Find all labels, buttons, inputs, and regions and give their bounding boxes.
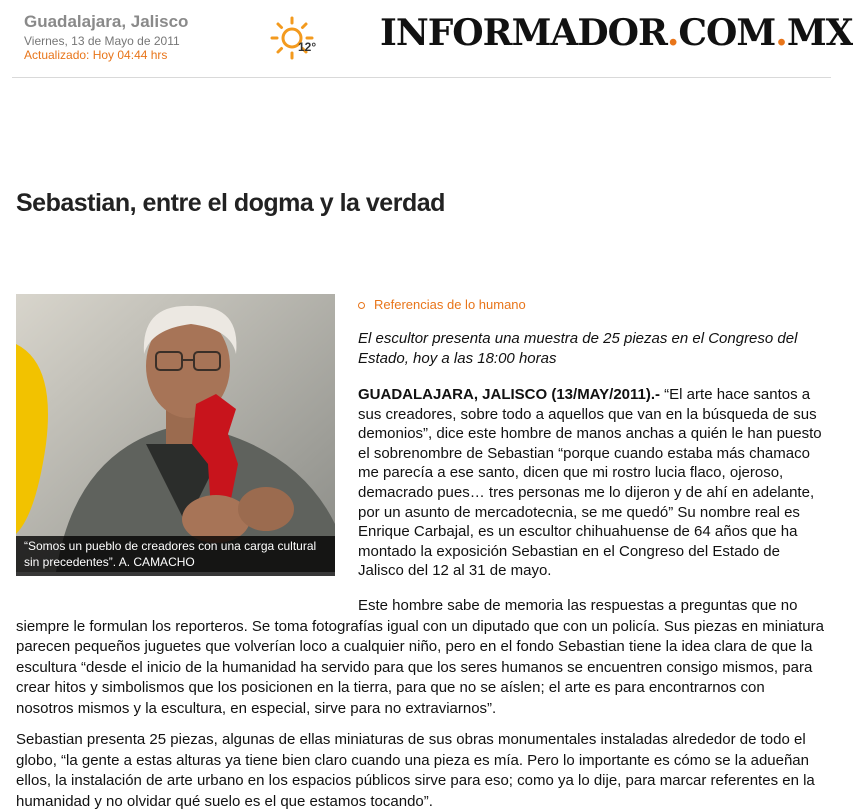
article-summary: El escultor presenta una muestra de 25 piezas en el Congreso del Estado, hoy a las 18:00 horas bbox=[358, 330, 798, 367]
city-name: Guadalajara, Jalisco bbox=[24, 12, 189, 31]
article-paragraph-2: Este hombre sabe de memoria las respuestas a preguntas que no siempre le formulan los reporteros. Se toma fotografías igual con un diputado que con un policía. Sus piezas en miniatura parecen pequeños juguetes que volverían loco a cualquier niño, pero en el fondo Sebastian tiene la idea clara de que la escultura “desde el inicio de la humanidad ha servido para que los seres humanos se encuentren consigo mismos, para crear hitos y simbolismos que los posicionen en la tierra, para que no se aíslen; el arte es para encontrarnos con nosotros mismos y la escultura, en especial, sirve para no extraviarnos”. bbox=[16, 597, 824, 717]
header-divider bbox=[12, 77, 831, 78]
paragraph-1-body: “El arte hace santos a sus creadores, sobre todo a aquellos que van en la búsqueda de sus demonios”, dice este hombre de manos anchas a quién le han puesto el sobrenombre de Sebastian “porque cuando estaba más chamaco me parecía a ese santo, dicen que mi rostro lucia flaco, ojeroso, demacrado pues… tres personas me lo dijeron y de ahí en adelante, por un asunto de mercadotecnia, se me quedó” Su nombre real es Enrique Carbajal, es un escultor chihuahuense de 64 años que ha montado la exposición Sebastian en el Congreso del Estado de Jalisco del 12 al 31 de mayo. bbox=[358, 386, 822, 580]
related-link[interactable] bbox=[358, 297, 526, 312]
related-link-label[interactable]: Referencias de lo humano bbox=[374, 297, 526, 312]
bullet-icon bbox=[358, 302, 365, 309]
logo-text-mx: MX bbox=[786, 12, 853, 54]
logo-text-com: COM bbox=[678, 12, 776, 54]
site-logo[interactable] bbox=[380, 12, 853, 54]
weather-widget[interactable] bbox=[266, 14, 326, 60]
photo-caption: “Somos un pueblo de creadores con una carga cultural sin precedentes”. A. CAMACHO bbox=[16, 536, 335, 576]
dateline: GUADALAJARA, JALISCO (13/MAY/2011).- bbox=[358, 386, 661, 403]
logo-text-main: INFORMADOR bbox=[380, 12, 667, 54]
article-paragraph-1 bbox=[358, 385, 828, 581]
logo-dot: . bbox=[666, 12, 679, 54]
article-headline: Sebastian, entre el dogma y la verdad bbox=[16, 189, 445, 217]
updated-time: Actualizado: Hoy 04:44 hrs bbox=[24, 48, 168, 62]
logo-dot: . bbox=[775, 12, 787, 54]
article-paragraph-3: Sebastian presenta 25 piezas, algunas de ellas miniaturas de sus obras monumentales instaladas alrededor de todo el globo, “la gente a estas alturas ya tiene bien claro cuando una pieza es mía. Pero lo importante es cómo se la adueñan ellos, la instalación de arte urbano en los espacios públicos sirve para eso; como ya lo dije, para marcar referentes en la humanidad y no olvidar qué suelo es el que estamos tocando”. bbox=[16, 731, 815, 810]
sculptor-photo-illustration bbox=[16, 294, 335, 572]
temperature: 12° bbox=[298, 40, 317, 54]
current-date: Viernes, 13 de Mayo de 2011 bbox=[24, 34, 180, 48]
sun-icon bbox=[266, 14, 326, 60]
article-photo bbox=[16, 294, 335, 572]
